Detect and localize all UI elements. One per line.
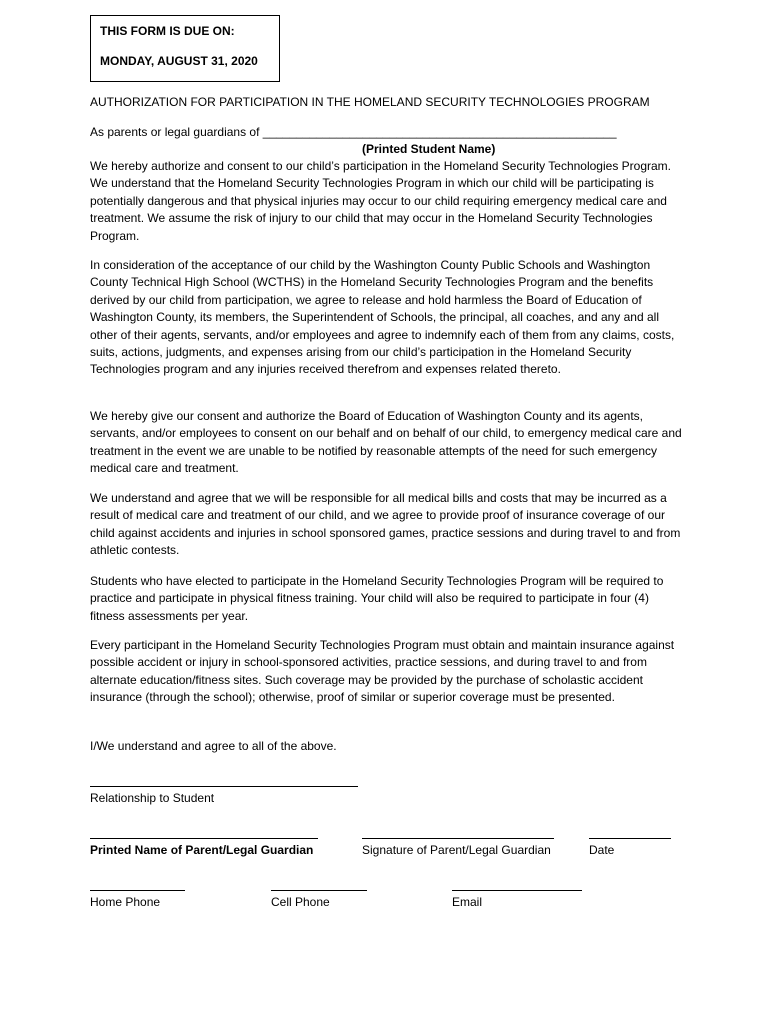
home-phone-label: Home Phone — [90, 895, 161, 909]
signature-label: Signature of Parent/Legal Guardian — [362, 843, 551, 857]
paragraph-2: In consideration of the acceptance of our child by the Washington County Public Schools and Washington County Technical High School (WCTHS) in the Homeland Security Technologies Program and the benefits derived by our child from participation, we agree to release and hold harmless the Board of Education of Washington County, its members, the Superintendent of Schools, the principal, all coaches, and any and all other of their agents, servants, and/or employees and agree to indemnify each of them from any claims, costs, suits, actions, judgments, and expenses arising from our child’s participation in the Homeland Security Technologies program and any injuries received therefrom and expenses related thereto. — [90, 258, 675, 377]
email-field[interactable] — [452, 890, 582, 891]
relationship-field[interactable] — [90, 786, 358, 787]
printed-name-field[interactable] — [90, 838, 318, 839]
cell-phone-label: Cell Phone — [271, 895, 330, 909]
paragraph-6: Every participant in the Homeland Security Technologies Program must obtain and maintain insurance against possible accident or injury in school-sponsored activities, practice sessions, and during travel to and from alternate education/fitness sites. Such coverage may be provided by the purchase of scholastic accident insurance (through the school); otherwise, proof of similar or superior coverage must be presented. — [90, 638, 675, 705]
student-name-caption: (Printed Student Name) — [362, 142, 496, 156]
paragraph-3: We hereby give our consent and authorize the Board of Education of Washington County and its agents, servants, and/or employees to consent on our behalf and on behalf of our child, to emergency medical care and treatment in the event we are unable to be notified by reasonable attempts of the need for such emergency medical care and treatment. — [90, 409, 682, 476]
agreement-statement: I/We understand and agree to all of the above. — [90, 739, 337, 753]
due-date-box — [90, 15, 280, 82]
student-name-blank[interactable]: _____________________________________________________ — [262, 125, 617, 139]
due-date: MONDAY, AUGUST 31, 2020 — [100, 54, 258, 68]
paragraph-1: We hereby authorize and consent to our child’s participation in the Homeland Security Technologies Program. We understand that the Homeland Security Technologies Program in which our child will be participating is potentially dangerous and that physical injuries may occur to our child requiring emergency medical care and treatment. We assume the risk of injury to our child that may occur in the Homeland Security Technologies Program. — [90, 159, 671, 243]
date-label: Date — [589, 843, 615, 857]
cell-phone-field[interactable] — [271, 890, 367, 891]
guardian-line — [90, 124, 617, 141]
due-label: THIS FORM IS DUE ON: — [100, 24, 235, 38]
paragraph-5: Students who have elected to participate in the Homeland Security Technologies Program will be required to practice and participate in physical fitness training. Your child will also be required to participate in four (4) fitness assessments per year. — [90, 574, 664, 623]
printed-name-label: Printed Name of Parent/Legal Guardian — [90, 843, 314, 857]
guardian-label: As parents or legal guardians of — [90, 125, 260, 139]
paragraph-4: We understand and agree that we will be responsible for all medical bills and costs that may be incurred as a result of medical care and treatment of our child, and we agree to provide proof of insurance coverage of our child against accidents and injuries in school sponsored games, practice sessions and during travel to and from athletic contests. — [90, 491, 681, 558]
date-field[interactable] — [589, 838, 671, 839]
email-label: Email — [452, 895, 483, 909]
relationship-label: Relationship to Student — [90, 791, 215, 805]
home-phone-field[interactable] — [90, 890, 185, 891]
signature-field[interactable] — [362, 838, 554, 839]
form-title: AUTHORIZATION FOR PARTICIPATION IN THE HOMELAND SECURITY TECHNOLOGIES PROGRAM — [90, 95, 650, 109]
